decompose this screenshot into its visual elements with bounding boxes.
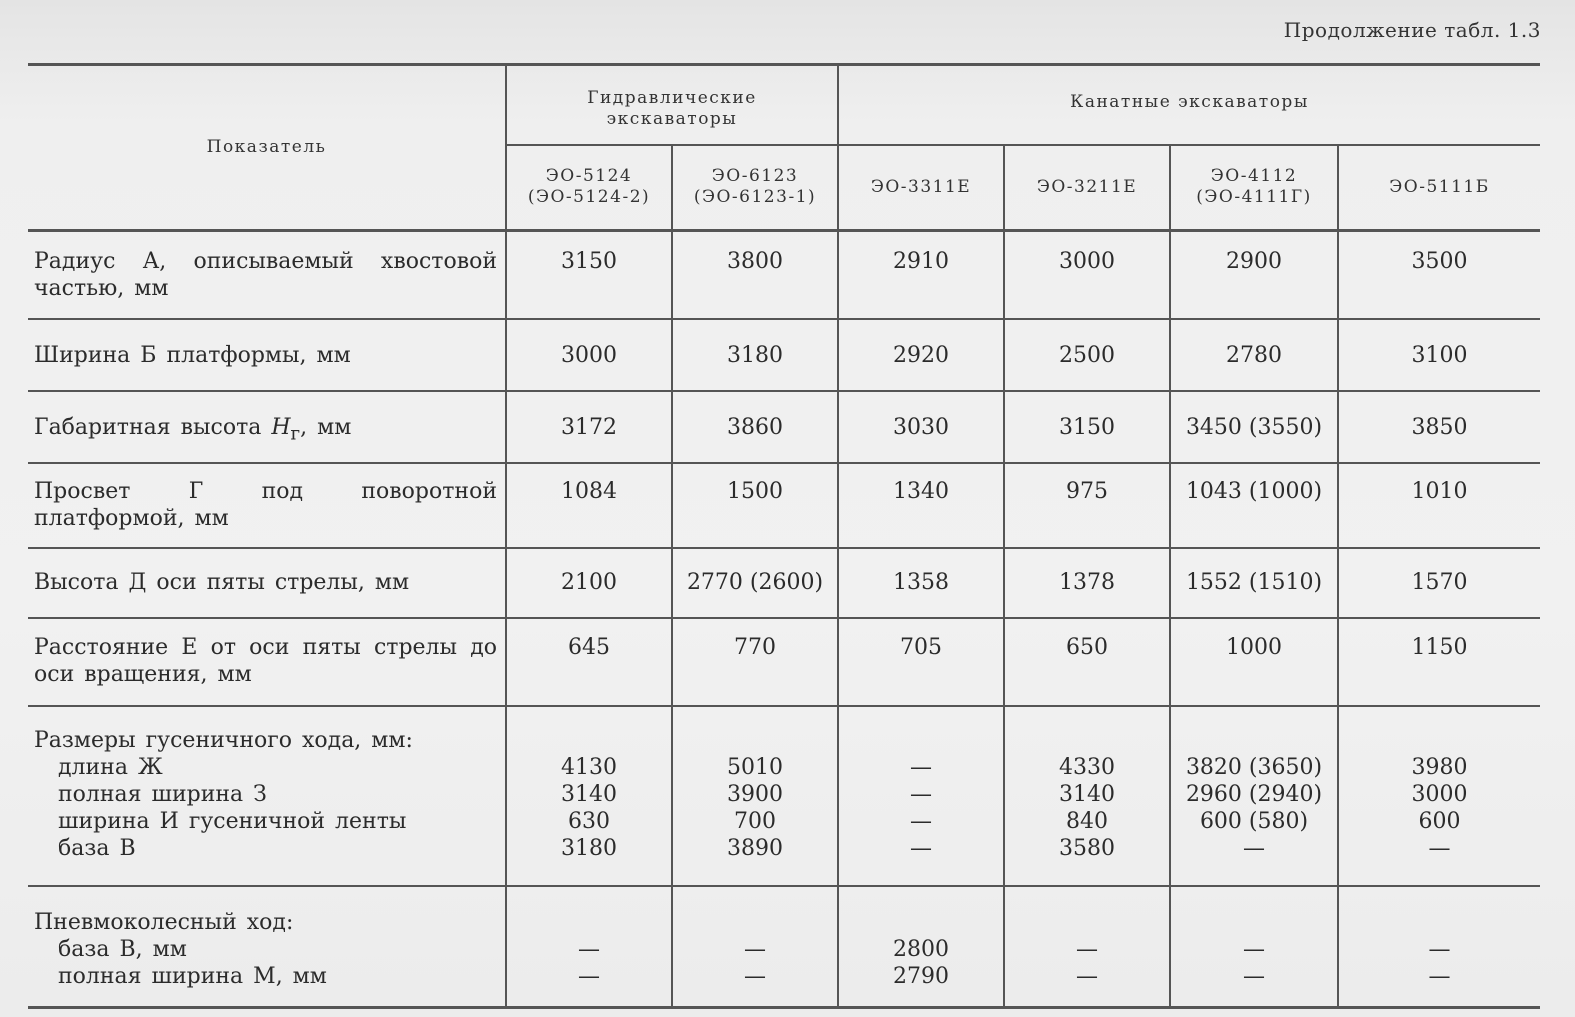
group-rope: Канатные экскаваторы	[838, 65, 1540, 145]
row-label: Радиус А, описываемый хвостовой частью, мм	[34, 249, 497, 301]
table-row	[28, 463, 1540, 548]
row-label	[28, 391, 506, 463]
sub-label: ширина И гусеничной ленты	[58, 808, 407, 834]
table-row	[28, 618, 1540, 706]
cell-value: 3000	[1411, 781, 1468, 807]
row-label	[28, 706, 506, 886]
model-variant: (ЭО-5124-2)	[527, 187, 651, 208]
row-label: Высота Д оси пяты стрелы, мм	[34, 569, 410, 595]
cell-value: 1340	[838, 463, 1004, 548]
cell-value: 600	[1418, 808, 1461, 834]
height-symbol: H	[271, 414, 291, 440]
cell-value-group	[506, 886, 672, 1008]
cell-value: 1000	[1170, 618, 1338, 706]
cell-value: 3180	[561, 835, 617, 861]
cell-value: 2500	[1004, 319, 1170, 391]
cell-value: 4130	[561, 754, 617, 780]
group-hydraulic-line-1: Гидравлические	[587, 88, 757, 108]
model-eo-6123	[672, 145, 838, 231]
cell-value: 2790	[893, 963, 950, 989]
cell-value: 700	[734, 808, 776, 834]
cell-value-group	[838, 886, 1004, 1008]
table-row	[28, 548, 1540, 618]
cell-value: —	[910, 754, 933, 780]
height-symbol-subscript: г	[290, 422, 301, 444]
cell-value: —	[744, 963, 766, 989]
row-label-text: Габаритная высота	[34, 414, 272, 440]
cell-value: —	[578, 963, 600, 989]
spacer	[507, 909, 671, 936]
cell-value: 3000	[506, 319, 672, 391]
spacer	[673, 909, 837, 936]
sub-label: база В, мм	[58, 936, 187, 962]
row-label: Расстояние Е от оси пяты стрелы до оси вращения, мм	[34, 634, 497, 687]
row-label: Просвет Г под поворотной платформой, мм	[34, 478, 497, 531]
row-label-title: Пневмоколесный ход:	[34, 909, 294, 935]
spacer	[1171, 727, 1337, 754]
cell-value: 3140	[1059, 781, 1116, 807]
table-row	[28, 319, 1540, 391]
table-row	[28, 706, 1540, 886]
cell-value: 3100	[1338, 319, 1540, 391]
cell-value: —	[910, 835, 933, 861]
cell-value: 1500	[672, 463, 838, 548]
cell-value-group	[1170, 886, 1338, 1008]
spacer	[1339, 909, 1540, 936]
cell-value: 3820 (3650)	[1185, 754, 1323, 780]
cell-value: 2960 (2940)	[1185, 781, 1323, 807]
model-eo-3311e	[838, 145, 1004, 231]
table-continuation-caption: Продолжение табл. 1.3	[1283, 18, 1541, 42]
cell-value: —	[1076, 936, 1099, 962]
cell-value: 3890	[727, 835, 783, 861]
excavator-specs-table	[28, 63, 1540, 1009]
cell-value: 4330	[1059, 754, 1116, 780]
cell-value: 2770 (2600)	[672, 548, 838, 618]
cell-value: 705	[838, 618, 1004, 706]
cell-value: 2900	[1170, 231, 1338, 319]
cell-value: 1358	[838, 548, 1004, 618]
cell-value: 3860	[672, 391, 838, 463]
cell-value: 1378	[1004, 548, 1170, 618]
cell-value: 650	[1004, 618, 1170, 706]
cell-value: 3500	[1338, 231, 1540, 319]
model-name: ЭО-3211Е	[1036, 176, 1138, 197]
spacer	[1171, 909, 1337, 936]
cell-value: 630	[568, 808, 610, 834]
model-eo-3211e	[1004, 145, 1170, 231]
table-body	[28, 231, 1540, 1008]
model-eo-4112	[1170, 145, 1338, 231]
cell-value: —	[1076, 963, 1099, 989]
spacer	[1005, 909, 1169, 936]
row-label-title: Размеры гусеничного хода, мм:	[34, 727, 413, 753]
cell-value: 1084	[506, 463, 672, 548]
spacer	[839, 727, 1003, 754]
cell-value: 1150	[1338, 618, 1540, 706]
cell-value: 600 (580)	[1199, 808, 1309, 834]
cell-value: —	[1243, 963, 1266, 989]
cell-value-group	[1170, 706, 1338, 886]
cell-value-group	[1338, 706, 1540, 886]
cell-value: —	[1243, 835, 1266, 861]
spacer	[1005, 727, 1169, 754]
indicator-header: Показатель	[206, 137, 327, 157]
model-name: ЭО-4112	[1210, 166, 1298, 187]
model-eo-5111b	[1338, 145, 1540, 231]
cell-value-group	[1004, 706, 1170, 886]
cell-value: 3450 (3550)	[1170, 391, 1338, 463]
cell-value: 3172	[506, 391, 672, 463]
cell-value: —	[1428, 835, 1451, 861]
cell-value: 2920	[838, 319, 1004, 391]
model-name: ЭО-5124	[545, 166, 633, 187]
model-name: ЭО-5111Б	[1389, 176, 1490, 197]
table-row	[28, 886, 1540, 1008]
cell-value: 1043 (1000)	[1170, 463, 1338, 548]
cell-value: 3900	[727, 781, 783, 807]
cell-value: 3000	[1004, 231, 1170, 319]
cell-value: 975	[1004, 463, 1170, 548]
table-row	[28, 391, 1540, 463]
cell-value: —	[1428, 963, 1451, 989]
cell-value: —	[1243, 936, 1266, 962]
spacer	[839, 909, 1003, 936]
cell-value: 5010	[727, 754, 783, 780]
cell-value: —	[578, 936, 600, 962]
cell-value-group	[1004, 886, 1170, 1008]
cell-value: 1010	[1338, 463, 1540, 548]
cell-value: 2780	[1170, 319, 1338, 391]
cell-value-group	[506, 706, 672, 886]
sub-label: полная ширина З	[58, 781, 267, 807]
table-header	[28, 65, 1540, 231]
model-name: ЭО-3311Е	[870, 176, 972, 197]
sub-label: длина Ж	[58, 754, 163, 780]
cell-value: 3180	[672, 319, 838, 391]
cell-value: 1570	[1338, 548, 1540, 618]
cell-value: 2100	[506, 548, 672, 618]
row-label: Ширина Б платформы, мм	[34, 342, 351, 368]
cell-value-group	[838, 706, 1004, 886]
cell-value: 3150	[506, 231, 672, 319]
cell-value: 2910	[838, 231, 1004, 319]
group-hydraulic	[506, 65, 838, 145]
cell-value: —	[910, 781, 933, 807]
cell-value-group	[672, 706, 838, 886]
model-eo-5124	[506, 145, 672, 231]
cell-value: 3850	[1338, 391, 1540, 463]
cell-value: 3140	[561, 781, 617, 807]
cell-value: 2800	[893, 936, 950, 962]
group-hydraulic-line-2: экскаваторы	[606, 109, 738, 129]
cell-value: 645	[506, 618, 672, 706]
cell-value: —	[910, 808, 933, 834]
cell-value: 3030	[838, 391, 1004, 463]
model-variant: (ЭО-6123-1)	[693, 187, 817, 208]
table-row	[28, 231, 1540, 319]
spacer	[673, 727, 837, 754]
row-label	[28, 886, 506, 1008]
cell-value: 3800	[672, 231, 838, 319]
cell-value: 770	[672, 618, 838, 706]
cell-value: —	[1428, 936, 1451, 962]
model-name: ЭО-6123	[711, 166, 799, 187]
cell-value: 1552 (1510)	[1170, 548, 1338, 618]
spacer	[507, 727, 671, 754]
sub-label: база В	[58, 835, 136, 861]
model-variant: (ЭО-4111Г)	[1196, 187, 1312, 208]
spacer	[1339, 727, 1540, 754]
cell-value: —	[744, 936, 766, 962]
cell-value-group	[1338, 886, 1540, 1008]
cell-value: 3150	[1004, 391, 1170, 463]
row-label-unit: , мм	[300, 414, 352, 440]
cell-value: 840	[1066, 808, 1109, 834]
sub-label: полная ширина М, мм	[58, 963, 327, 989]
cell-value: 3980	[1411, 754, 1468, 780]
cell-value: 3580	[1059, 835, 1116, 861]
cell-value-group	[672, 886, 838, 1008]
